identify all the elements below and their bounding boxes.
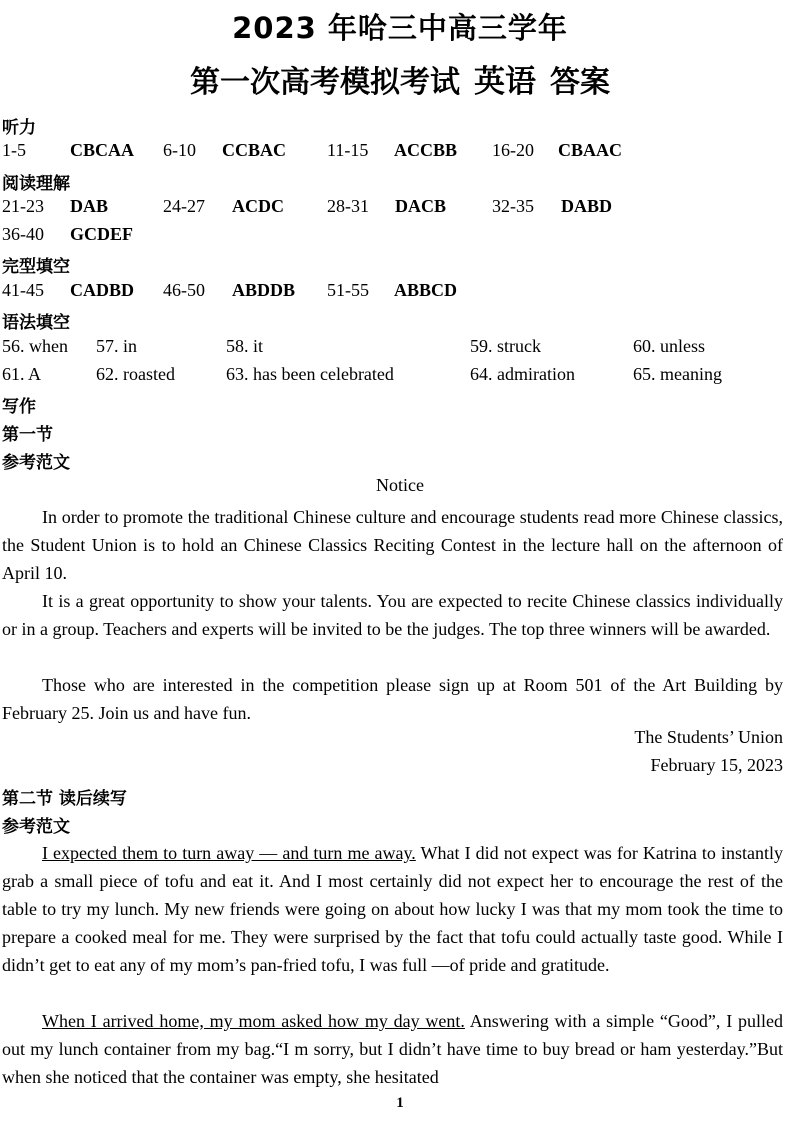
continuation-body-1: What I did not expect was for Katrina to instantly grab a small piece of tofu and eat it. And I most certainly did not expect her to encourage the rest of the table to try my lunch. My new friends were going on about how lucky I was that my mom took the time to prepare a cooked meal for me. They were surprised by the fact that tofu could actually taste good. While I didn’t get to eat any of my mom’s pan-fried tofu, I was full —of pride and gratitude. — [2, 843, 783, 975]
reading-range-1: 21-23 — [2, 196, 44, 216]
listening-range-1: 1-5 — [2, 140, 26, 160]
sample-essay-label-2: 参考范文 — [2, 817, 70, 837]
notice-paragraph-3: Those who are interested in the competition please sign up at Room 501 of the Art Building by February 25. Join us and have fun. — [2, 675, 783, 723]
reading-range-5: 36-40 — [2, 224, 44, 244]
grammar-item-65: 65. meaning — [633, 364, 722, 384]
reading-answer-4: DABD — [561, 196, 613, 216]
notice-paragraph-2: It is a great opportunity to show your talents. You are expected to recite Chinese classics individually or in a group. Teachers and experts will be invited to be the judges. The top three winners will be awarded. — [2, 591, 783, 639]
title-suffix: 答案 — [550, 65, 610, 100]
listening-range-2: 6-10 — [163, 140, 196, 160]
grammar-heading: 语法填空 — [2, 313, 70, 333]
grammar-item-57: 57. in — [96, 336, 138, 356]
grammar-item-58: 58. it — [226, 336, 264, 356]
listening-range-4: 16-20 — [492, 140, 534, 160]
writing-heading: 写作 — [2, 397, 36, 417]
listening-range-3: 11-15 — [327, 140, 369, 160]
cloze-range-3: 51-55 — [327, 280, 369, 300]
listening-heading: 听力 — [2, 118, 36, 138]
continuation-lead-2: When I arrived home, my mom asked how my day went. — [42, 1011, 465, 1031]
reading-range-4: 32-35 — [492, 196, 534, 216]
continuation-paragraph-1 — [2, 839, 783, 979]
page-title-line2 — [0, 56, 800, 101]
writing-section2-heading: 第二节 读后续写 — [2, 789, 127, 809]
reading-answer-1: DAB — [70, 196, 109, 216]
listening-answer-1: CBCAA — [70, 140, 135, 160]
grammar-item-62: 62. roasted — [96, 364, 175, 384]
continuation-lead-1: I expected them to turn away — and turn me away. — [42, 843, 416, 863]
reading-range-3: 28-31 — [327, 196, 369, 216]
cloze-range-2: 46-50 — [163, 280, 205, 300]
notice-signature: The Students’ Union — [634, 727, 783, 747]
notice-title: Notice — [376, 475, 424, 495]
reading-heading: 阅读理解 — [2, 174, 70, 194]
grammar-item-60: 60. unless — [633, 336, 705, 356]
grammar-item-59: 59. struck — [470, 336, 541, 356]
listening-answer-2: CCBAC — [222, 140, 287, 160]
grammar-item-63: 63. has been celebrated — [226, 364, 394, 384]
cloze-answer-2: ABDDB — [232, 280, 296, 300]
reading-answer-5: GCDEF — [70, 224, 133, 244]
writing-section1-heading: 第一节 — [2, 425, 53, 445]
continuation-paragraph-2 — [2, 1007, 783, 1091]
page-title-line1: 2023 年哈三中高三学年 — [232, 11, 568, 45]
reading-answer-2: ACDC — [232, 196, 284, 216]
page-number: 1 — [396, 1095, 404, 1111]
title-exam-name: 第一次高考模拟考试 — [190, 65, 460, 100]
grammar-item-61: 61. A — [2, 364, 42, 384]
cloze-answer-3: ABBCD — [394, 280, 458, 300]
title-subject: 英语 — [474, 64, 536, 100]
cloze-answer-1: CADBD — [70, 280, 135, 300]
reading-answer-3: DACB — [395, 196, 447, 216]
reading-range-2: 24-27 — [163, 196, 205, 216]
notice-date: February 15, 2023 — [650, 755, 783, 775]
cloze-heading: 完型填空 — [2, 257, 70, 277]
sample-essay-label: 参考范文 — [2, 453, 70, 473]
listening-answer-4: CBAAC — [558, 140, 623, 160]
listening-answer-3: ACCBB — [394, 140, 458, 160]
cloze-range-1: 41-45 — [2, 280, 44, 300]
grammar-item-56: 56. when — [2, 336, 68, 356]
grammar-item-64: 64. admiration — [470, 364, 575, 384]
continuation-body-2: Answering with a simple “Good”, I pulled out my lunch container from my bag.“I m sorry, but I didn’t have time to buy bread or ham yesterday.”But when she noticed that the container was empty, she hesitated — [2, 1011, 783, 1087]
notice-paragraph-1: In order to promote the traditional Chinese culture and encourage students read more Chinese classics, the Student Union is to hold an Chinese Classics Reciting Contest in the lecture hall on the afternoon of April 10. — [2, 507, 783, 583]
